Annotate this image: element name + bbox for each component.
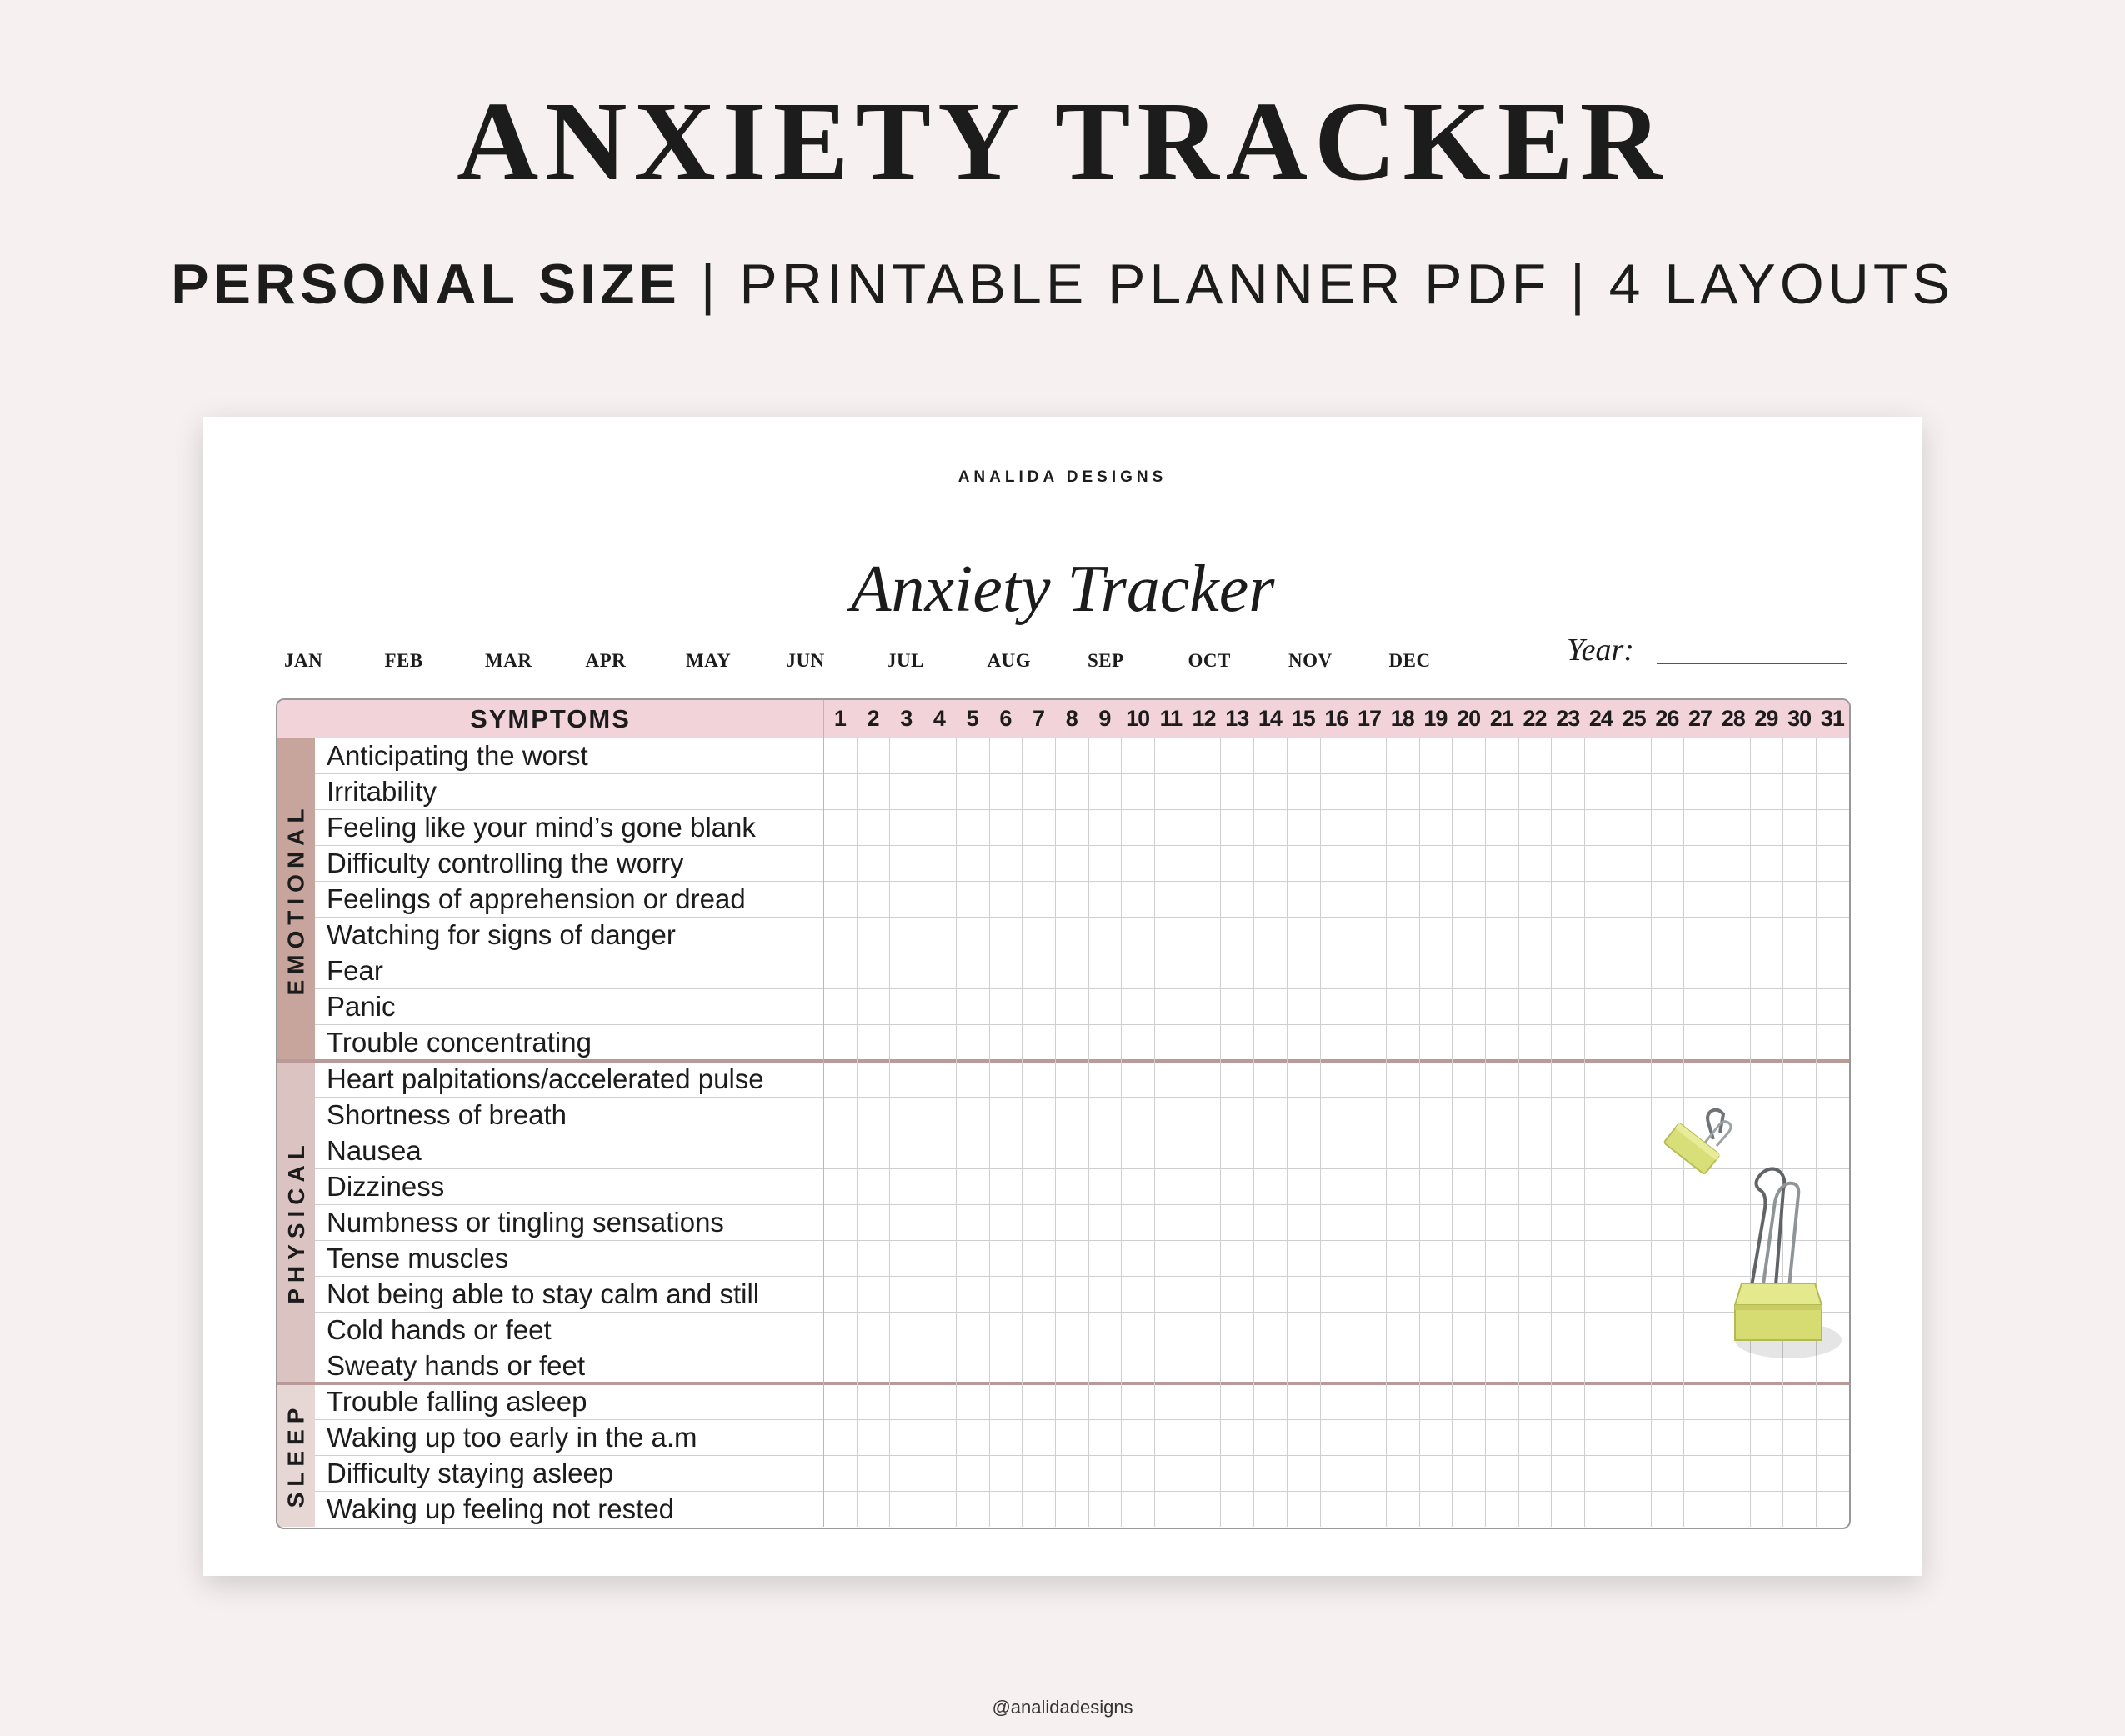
symptom-label: Fear — [327, 955, 383, 987]
category-physical — [278, 1061, 315, 1384]
month-dec[interactable]: DEC — [1388, 650, 1431, 671]
row-divider — [315, 773, 1849, 774]
row-divider — [315, 988, 1849, 989]
section-divider — [278, 1059, 1849, 1063]
day-header: 13 — [1225, 706, 1249, 731]
row-divider — [315, 881, 1849, 882]
row-divider — [315, 1419, 1849, 1420]
month-mar[interactable]: MAR — [485, 650, 532, 671]
symptom-label: Watching for signs of danger — [327, 919, 676, 951]
symptom-label: Shortness of breath — [327, 1098, 568, 1130]
symptom-label: Not being able to stay calm and still — [327, 1278, 760, 1309]
category-label: EMOTIONAL — [282, 803, 309, 996]
section-divider — [278, 1382, 1849, 1385]
symptom-label: Difficulty controlling the worry — [327, 848, 684, 879]
day-column-line — [1782, 738, 1783, 1527]
row-divider — [315, 1204, 1849, 1205]
day-column-line — [922, 738, 923, 1527]
symptom-label: Trouble concentrating — [327, 1027, 592, 1058]
day-column-line — [823, 700, 824, 1527]
day-column-line — [1320, 738, 1321, 1527]
day-column-line — [1651, 738, 1652, 1527]
row-divider — [315, 1491, 1849, 1492]
day-column-line — [1253, 738, 1254, 1527]
symptom-label: Feelings of apprehension or dread — [327, 883, 746, 915]
day-header: 8 — [1065, 706, 1078, 731]
day-header: 17 — [1358, 706, 1382, 731]
day-header: 3 — [900, 706, 912, 731]
category-label: PHYSICAL — [282, 1139, 309, 1305]
row-divider — [315, 917, 1849, 918]
row-divider — [315, 845, 1849, 846]
day-column-line — [956, 738, 957, 1527]
month-feb[interactable]: FEB — [384, 650, 423, 671]
category-emotional — [278, 738, 315, 1061]
category-label: SLEEP — [282, 1402, 309, 1508]
footer-handle: @analidadesigns — [992, 1697, 1133, 1718]
day-header: 9 — [1098, 706, 1111, 731]
day-header: 12 — [1192, 706, 1216, 731]
symptom-label: Panic — [327, 991, 396, 1023]
row-divider — [315, 1240, 1849, 1241]
symptom-label: Feeling like your mind’s gone blank — [327, 812, 756, 843]
day-column-line — [1485, 738, 1486, 1527]
subtitle-size: PERSONAL SIZE — [171, 253, 681, 316]
symptom-label: Difficulty staying asleep — [327, 1458, 614, 1489]
month-may[interactable]: MAY — [686, 650, 732, 671]
day-column-line — [1419, 738, 1420, 1527]
day-column-line — [1287, 738, 1288, 1527]
row-divider — [315, 1312, 1849, 1313]
month-jun[interactable]: JUN — [786, 650, 825, 671]
day-column-line — [1088, 738, 1089, 1527]
binder-clip-icon — [1717, 1158, 1842, 1367]
day-header: 21 — [1489, 706, 1513, 731]
day-header: 22 — [1522, 706, 1547, 731]
month-oct[interactable]: OCT — [1188, 650, 1231, 671]
day-column-line — [1551, 738, 1552, 1527]
day-column-line — [889, 738, 890, 1527]
symptom-label: Nausea — [327, 1134, 422, 1166]
day-header: 24 — [1588, 706, 1612, 731]
symptom-label: Anticipating the worst — [327, 740, 588, 771]
day-header: 27 — [1688, 706, 1712, 731]
day-column-line — [1584, 738, 1585, 1527]
month-apr[interactable]: APR — [585, 650, 627, 671]
day-header: 16 — [1324, 706, 1348, 731]
day-header: 29 — [1754, 706, 1778, 731]
month-jan[interactable]: JAN — [284, 650, 323, 671]
day-column-line — [1220, 738, 1221, 1527]
symptom-label: Numbness or tingling sensations — [327, 1206, 724, 1238]
symptom-label: Tense muscles — [327, 1242, 509, 1273]
symptom-label: Sweaty hands or feet — [327, 1350, 586, 1382]
day-column-line — [1154, 738, 1155, 1527]
symptom-label: Dizziness — [327, 1170, 445, 1202]
page-subtitle — [0, 253, 2125, 316]
row-divider — [315, 1276, 1849, 1277]
day-header: 15 — [1291, 706, 1315, 731]
day-column-line — [1352, 738, 1353, 1527]
day-header: 26 — [1655, 706, 1679, 731]
month-sep[interactable]: SEP — [1088, 650, 1124, 671]
day-header: 7 — [1032, 706, 1045, 731]
symptom-label: Heart palpitations/accelerated pulse — [327, 1063, 764, 1094]
row-divider — [315, 1455, 1849, 1456]
day-header: 11 — [1159, 706, 1182, 731]
day-header: 31 — [1820, 706, 1844, 731]
symptoms-header: SYMPTOMS — [470, 704, 631, 733]
day-header: 4 — [932, 706, 945, 731]
day-column-line — [1518, 738, 1519, 1527]
row-divider — [315, 1168, 1849, 1169]
day-header: 14 — [1258, 706, 1282, 731]
year-input-line[interactable] — [1657, 663, 1847, 664]
day-header: 28 — [1721, 706, 1745, 731]
day-header: 25 — [1622, 706, 1646, 731]
sheet-title: Anxiety Tracker — [850, 553, 1275, 626]
row-divider — [315, 809, 1849, 810]
year-label: Year: — [1567, 633, 1634, 668]
symptom-label: Cold hands or feet — [327, 1313, 552, 1345]
month-aug[interactable]: AUG — [987, 650, 1032, 671]
day-header: 19 — [1423, 706, 1448, 731]
day-header: 6 — [999, 706, 1012, 731]
symptom-label: Waking up too early in the a.m — [327, 1422, 698, 1453]
symptom-label: Trouble falling asleep — [327, 1386, 588, 1418]
month-nov[interactable]: NOV — [1288, 650, 1332, 671]
subtitle-details: | PRINTABLE PLANNER PDF | 4 LAYOUTS — [680, 253, 1954, 316]
day-column-line — [989, 738, 990, 1527]
row-divider — [315, 1024, 1849, 1025]
day-header: 5 — [966, 706, 978, 731]
planner-sheet — [203, 417, 1922, 1576]
brand-name: ANALIDA DESIGNS — [958, 468, 1168, 486]
day-column-line — [1816, 738, 1817, 1527]
category-sleep — [278, 1383, 315, 1527]
page-title: ANXIETY TRACKER — [457, 79, 1668, 204]
day-header: 1 — [833, 706, 846, 731]
day-column-line — [1121, 738, 1122, 1527]
row-divider — [315, 1097, 1849, 1098]
month-jul[interactable]: JUL — [887, 650, 924, 671]
day-header: 30 — [1788, 706, 1812, 731]
day-header: 18 — [1390, 706, 1414, 731]
day-header: 20 — [1457, 706, 1481, 731]
day-header: 10 — [1126, 706, 1150, 731]
tracker-table — [276, 698, 1851, 1529]
day-header: 2 — [867, 706, 879, 731]
symptom-label: Waking up feeling not rested — [327, 1493, 675, 1525]
symptom-label: Irritability — [327, 776, 438, 808]
day-column-line — [1386, 738, 1387, 1527]
day-column-line — [857, 738, 858, 1527]
day-header: 23 — [1556, 706, 1580, 731]
day-column-line — [1055, 738, 1056, 1527]
